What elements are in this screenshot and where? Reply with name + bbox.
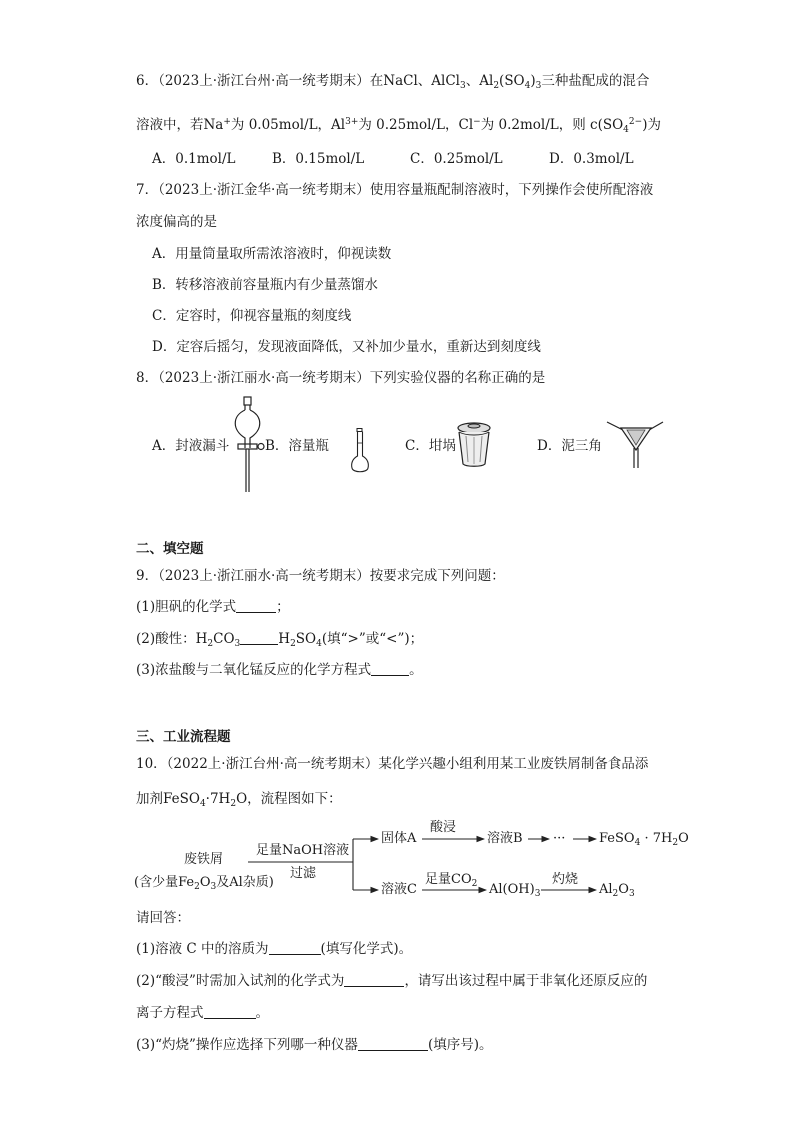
q8-option-a: A．封液漏斗 — [152, 438, 230, 454]
flow-start-material: 废铁屑 — [184, 852, 224, 867]
flow-al-hydroxide: $Al(OH)_3$ — [489, 882, 541, 899]
q6-stem-line1: 6．（2023上·浙江台州·高一统考期末）在NaCl、AlCl$_3$、$Al_2(SO_4)_3$三种盐配成的混合 — [136, 73, 650, 91]
flow-co2: 足量$CO_2$ — [425, 872, 478, 889]
q9-part-1: (1)胆矾的化学式 ； — [136, 599, 290, 615]
q10-part-1: (1)溶液 C 中的溶质为 (填写化学式)。 — [136, 941, 413, 957]
flow-reagent-naoh: 足量NaOH溶液 — [256, 843, 350, 858]
q10-part-3: (3)“灼烧”操作应选择下列哪一种仪器 (填序号)。 — [136, 1037, 493, 1053]
q7-stem-line2: 浓度偏高的是 — [136, 214, 217, 230]
answer-blank[interactable] — [344, 973, 404, 987]
q10-part-2-line1: (2)“酸浸”时需加入试剂的化学式为 ，请写出该过程中属于非氧化还原反应的 — [136, 973, 648, 989]
flow-filtration: 过滤 — [290, 866, 317, 881]
answer-blank[interactable] — [269, 941, 321, 955]
q6-option-c: C．0.25mol/L — [410, 151, 503, 167]
q9-stem: 9．（2023上·浙江丽水·高一统考期末）按要求完成下列问题： — [136, 568, 505, 584]
q8-option-b: B．溶量瓶 — [265, 438, 329, 454]
flow-solution-c: 溶液C — [381, 882, 417, 897]
q6-option-b: B．0.15mol/L — [272, 151, 365, 167]
q9-part-2: (2)酸性：$H_2CO_3$ $H_2SO_4$(填“>”或“<”)； — [136, 631, 424, 649]
q8-option-d: D．泥三角 — [537, 438, 602, 454]
flow-product-feso4: FeSO$_4$ · $7H_2O$ — [599, 831, 689, 848]
q6-stem-line2: 溶液中，若Na+为 0.05mol/L，$Al^{3+}$为 0.25mol/L，Cl−为 0.2mol/L，则 $c(SO_4^{2-})$为 — [136, 117, 661, 135]
q7-option-b: B．转移溶液前容量瓶内有少量蒸馏水 — [152, 277, 378, 293]
q10-stem-line1: 10．（2022上·浙江台州·高一统考期末）某化学兴趣小组利用某工业废铁屑制备食品添 — [136, 756, 649, 772]
q8-option-c: C．坩埚 — [405, 438, 456, 454]
q6-option-d: D．0.3mol/L — [549, 151, 634, 167]
answer-blank[interactable] — [204, 1005, 256, 1019]
q7-option-c: C．定容时，仰视容量瓶的刻度线 — [152, 308, 352, 324]
flow-acid-leach: 酸浸 — [430, 820, 457, 835]
q10-stem-line2: 加剂$FeSO_4\cdot 7H_2O$，流程图如下： — [136, 791, 342, 809]
q9-part-3: (3)浓盐酸与二氧化锰反应的化学方程式 。 — [136, 662, 423, 678]
q7-option-d: D．定容后摇匀，发现液面降低，又补加少量水，重新达到刻度线 — [152, 339, 541, 355]
flow-solid-a: 固体A — [381, 831, 417, 846]
flow-ellipsis: ··· — [553, 831, 566, 846]
q7-stem-line1: 7．（2023上·浙江金华·高一统考期末）使用容量瓶配制溶液时，下列操作会使所配溶液 — [136, 182, 654, 198]
q7-option-a: A．用量筒量取所需浓溶液时，仰视读数 — [152, 246, 392, 262]
q10-answer-intro: 请回答： — [136, 910, 190, 926]
flow-calcination: 灼烧 — [552, 872, 579, 887]
flow-al2o3: $Al_2O_3$ — [599, 882, 635, 899]
answer-blank[interactable] — [358, 1037, 428, 1051]
q6-option-a: A．0.1mol/L — [152, 151, 236, 167]
flow-solution-b: 溶液B — [487, 831, 523, 846]
q8-stem: 8．（2023上·浙江丽水·高一统考期末）下列实验仪器的名称正确的是 — [136, 370, 546, 386]
section-3-title: 三、工业流程题 — [136, 729, 231, 745]
flow-start-impurities: (含少量$Fe_2O_3$及Al杂质) — [134, 875, 274, 892]
section-2-title: 二、填空题 — [136, 541, 204, 557]
q10-part-2-line2: 离子方程式 。 — [136, 1005, 269, 1021]
